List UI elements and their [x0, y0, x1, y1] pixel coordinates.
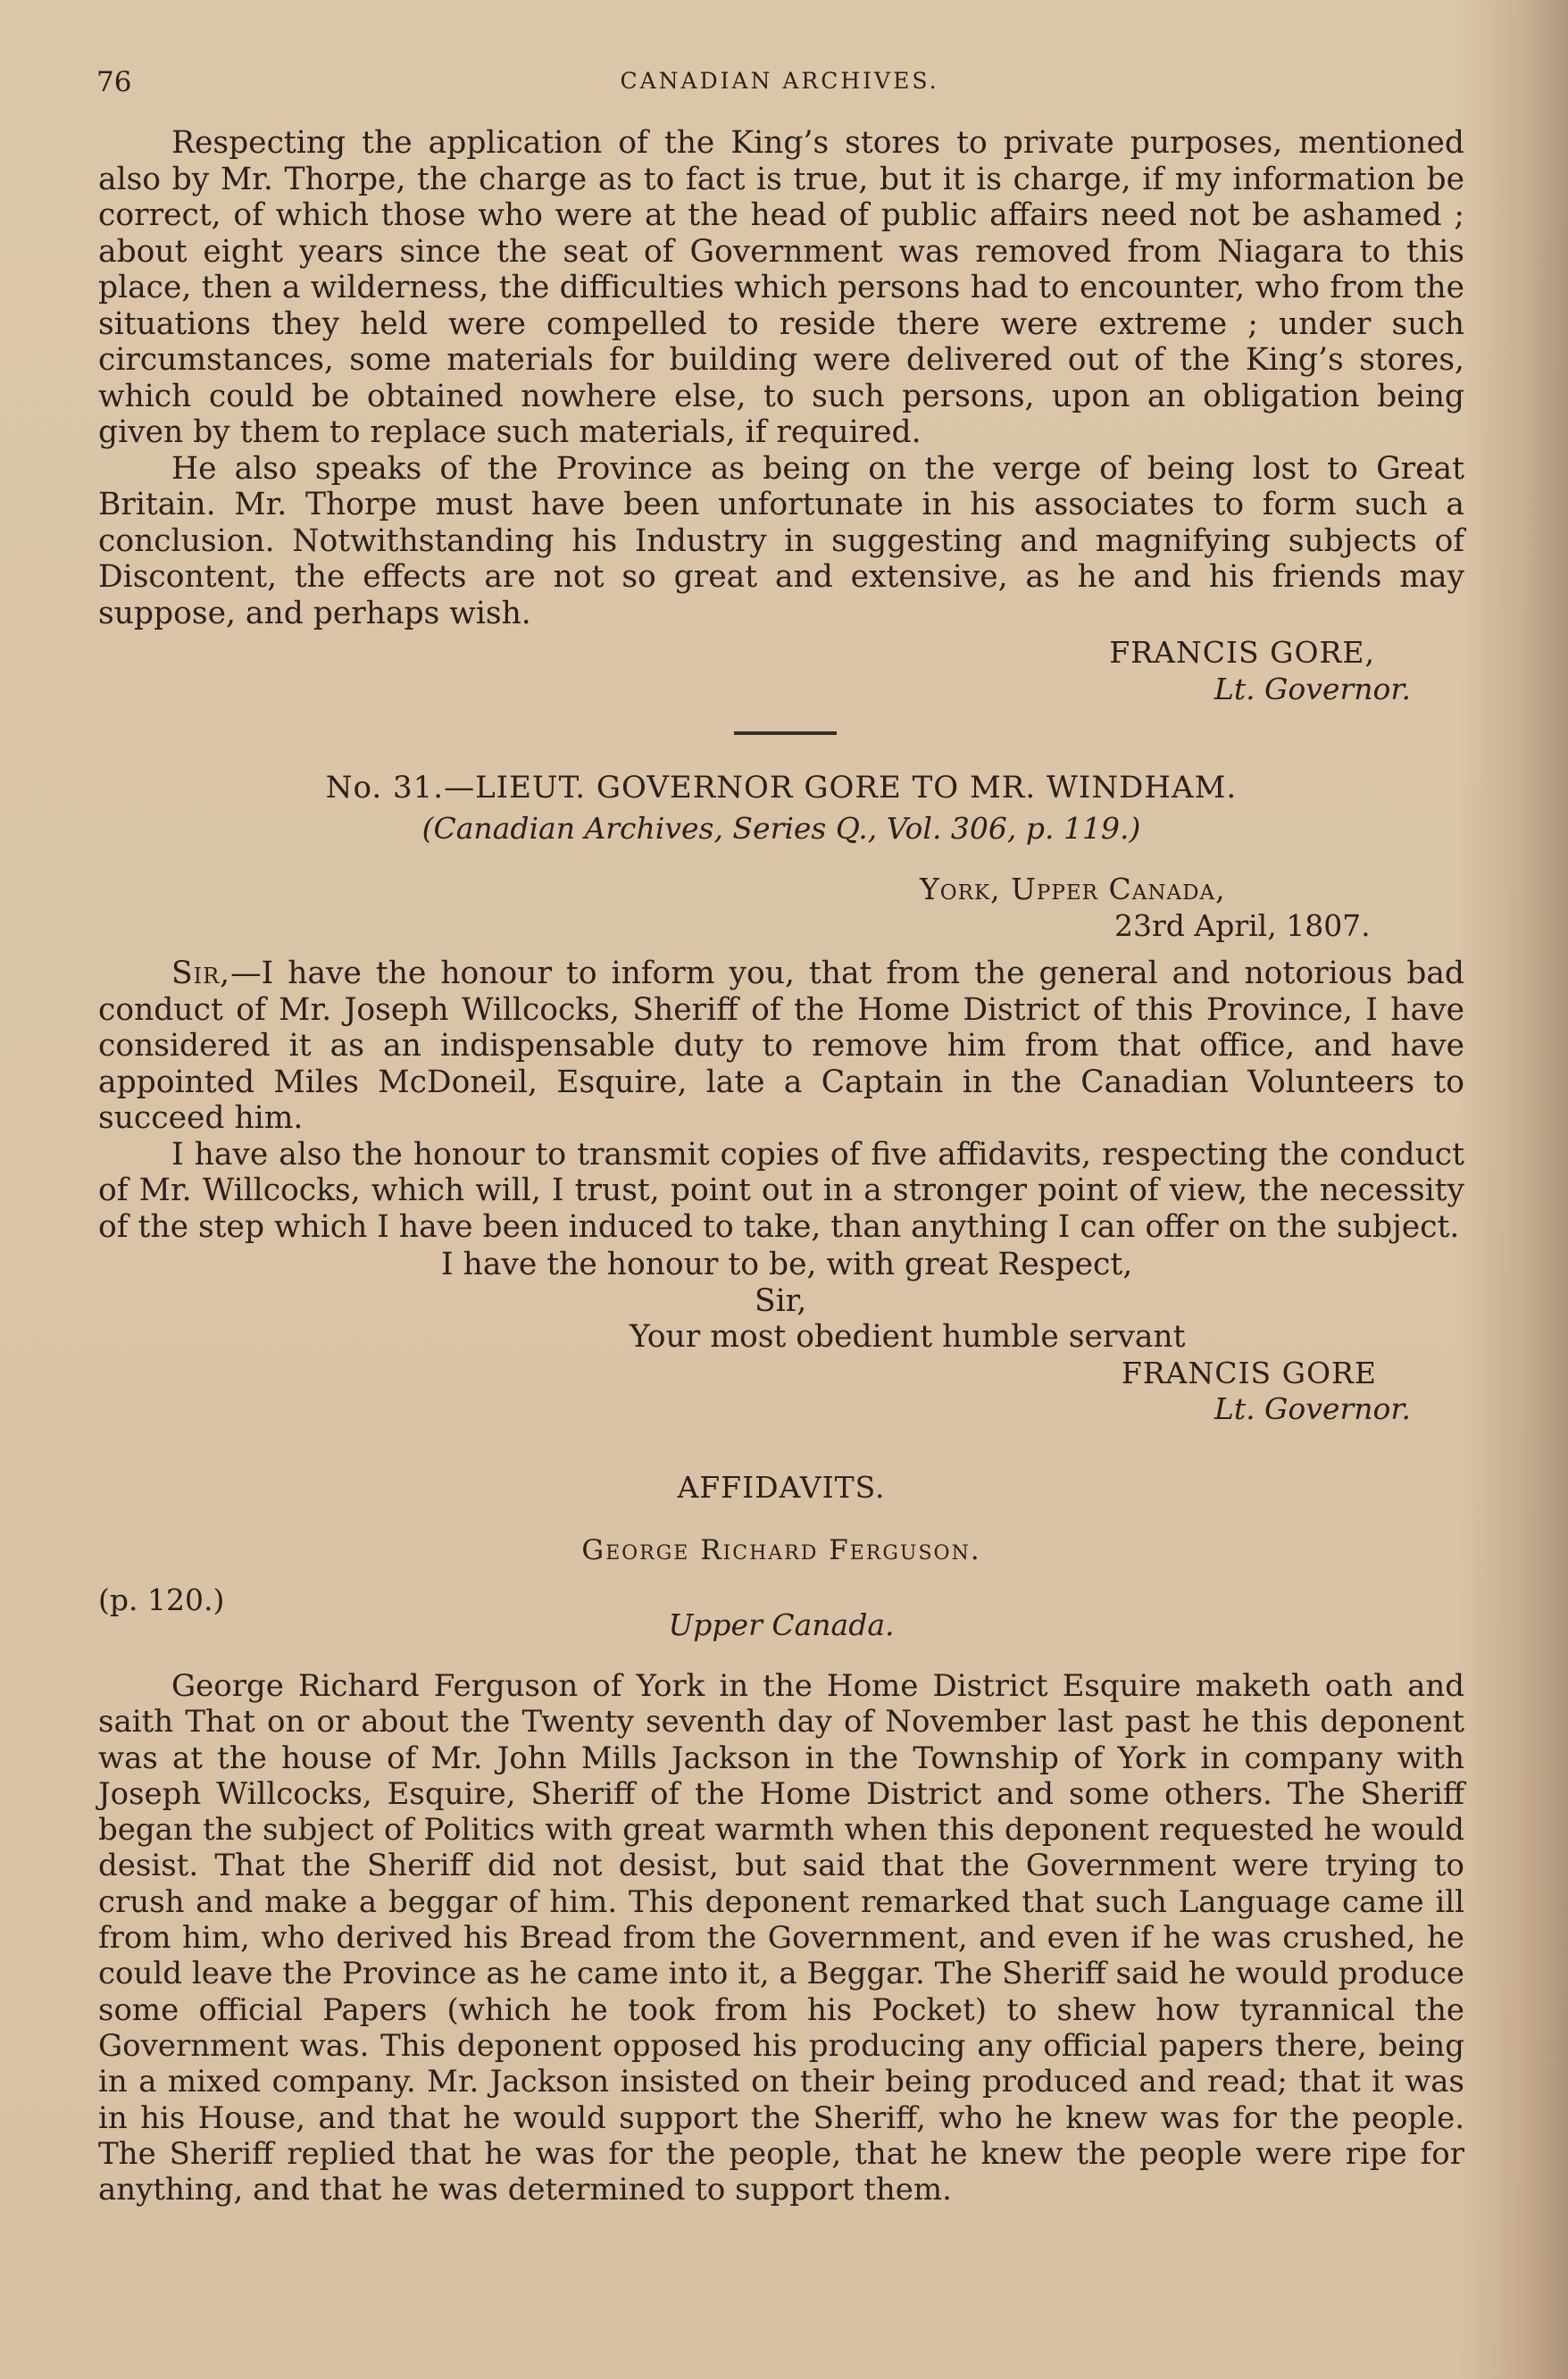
letter-salutation: Sir, — [171, 956, 231, 991]
paragraph-province-verge: He also speaks of the Province as being on the verge of being lost to Great Britain. Mr. Thorpe must have been unfortunate in his associates to form such a conclusion. Notwithstanding his Industry in suggesting and magnifying subjects of Discontent, the effects are not so great and extensive, as he and his friends may suppose, and perhaps wish. — [98, 450, 1464, 631]
closing-line-1: I have the honour to be, with great Respect, — [441, 1247, 1133, 1282]
gore-letter-to-windham — [98, 956, 1464, 1428]
letter-paragraph-1 — [98, 956, 1464, 1137]
letter-paragraph-1-text: —I have the honour to inform you, that from the general and notorious bad conduct of Mr. Joseph Willcocks, Sheriff of the Home District of this Province, I have considered it as an indispensable duty to remove him from that office, and have appointed Miles McDoneil, Esquire, late a Captain in the Canadian Volunteers to succeed him. — [98, 956, 1464, 1136]
letter-title: No. 31.—LIEUT. GOVERNOR GORE TO MR. WINDHAM. — [325, 770, 1238, 806]
closing-line-2: Sir, — [755, 1282, 807, 1319]
running-title: CANADIAN ARCHIVES. — [620, 68, 939, 94]
section-divider — [734, 731, 837, 735]
letter-paragraph-2: I have also the honour to transmit copies of five affidavits, respecting the conduct of Mr. Willcocks, which will, I trust, point out in a stronger point of view, the necessity of the step which I have been induced to take, than anything I can offer on the subject. — [98, 1136, 1464, 1245]
letter-citation: (Canadian Archives, Series Q., Vol. 306, p. 119.) — [421, 811, 1141, 846]
letter-dateline — [98, 872, 1464, 944]
affidavit-body — [98, 1668, 1464, 2208]
affidavits-heading: AFFIDAVITS. — [677, 1470, 886, 1505]
letter-signature-title: Lt. Governor. — [1214, 1391, 1411, 1426]
affidavit-place: Upper Canada. — [668, 1607, 895, 1642]
gore-letter-continuation — [98, 125, 1464, 707]
signature-title: Lt. Governor. — [1214, 671, 1411, 706]
closing-line-3: Your most obedient humble servant — [630, 1319, 1186, 1355]
letter-place: York, Upper Canada, — [920, 872, 1226, 906]
letter-date: 23rd April, 1807. — [1114, 907, 1371, 943]
page-number: 76 — [96, 66, 132, 98]
page-reference: (p. 120.) — [98, 1582, 225, 1617]
letter-signature-name: FRANCIS GORE — [1121, 1355, 1377, 1390]
deponent-name: George Richard Ferguson. — [581, 1534, 981, 1566]
affidavit-paragraph: George Richard Ferguson of York in the Home District Esquire maketh oath and saith That on or about the Twenty seventh day of November last past he this deponent was at the house of Mr. John Mills Jackson in the Township of York in company with Joseph Willcocks, Esquire, Sheriff of the Home District and some others. The Sheriff began the subject of Politics with great warmth when this deponent requested he would desist. That the Sheriff did not desist, but said that the Government were trying to crush and make a beggar of him. This deponent remarked that such Language came ill from him, who derived his Bread from the Government, and even if he was crushed, he could leave the Province as he came into it, a Beggar. The Sheriff said he would produce some official Papers (which he took from his Pocket) to shew how tyrannical the Government was. This deponent opposed his producing any official papers there, being in a mixed company. Mr. Jackson insisted on their being produced and read; that it was in his House, and that he would support the Sheriff, who he knew was for the people. The Sheriff replied that he was for the people, that he knew the people were ripe for anything, and that he was determined to support them. — [98, 1668, 1464, 2208]
page-header — [96, 66, 1463, 105]
paragraph-kings-stores: Respecting the application of the King’s stores to private purposes, mentioned also by Mr. Thorpe, the charge as to fact is true, but it is charge, if my information be correct, of which those who were at the head of public affairs need not be ashamed ; about eight years since the seat of Government was removed from Niagara to this place, then a wilderness, the difficulties which persons had to encounter, who from the situations they held were compelled to reside there were extreme ; under such circumstances, some materials for building were delivered out of the King’s stores, which could be obtained nowhere else, to such persons, upon an obligation being given by them to replace such materials, if required. — [98, 125, 1464, 450]
signature-name: FRANCIS GORE, — [1109, 635, 1375, 670]
